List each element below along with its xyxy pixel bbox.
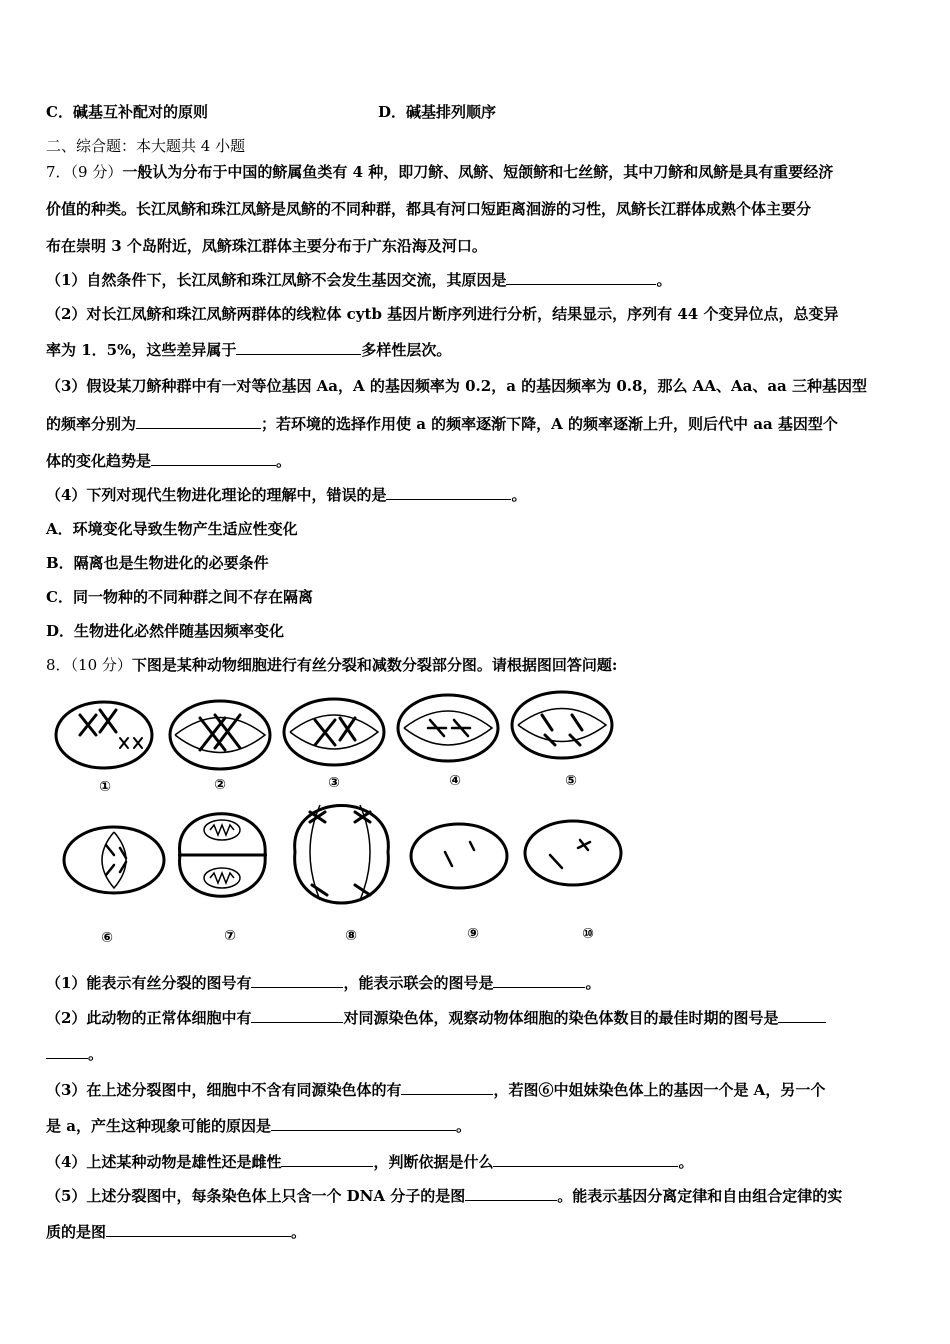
answer-blank[interactable] [493,1152,678,1167]
answer-blank[interactable] [778,1008,826,1023]
answer-blank[interactable] [401,1080,493,1095]
section-heading: 二、综合题：本大题共 4 小题 [46,137,246,155]
q7-part3-line3: 体的变化趋势是 。 [46,452,292,470]
cell-5 [512,692,612,758]
q7-part3-line1: （3）假设某刀鲚种群中有一对等位基因 Aa，A 的基因频率为 0.2，a 的基因频率为 0.8，那么 AA、Aa、aa 三种基因型 [46,377,867,395]
answer-blank[interactable] [465,1186,557,1201]
option-c: C．碱基互补配对的原则 [46,103,208,121]
cell-division-diagram [50,690,630,950]
answer-blank[interactable] [151,451,276,466]
q8-part4: （4）上述某种动物是雄性还是雌性 ，判断依据是什么 。 [46,1153,694,1171]
q8-part1: （1）能表示有丝分裂的图号有 ，能表示联会的图号是 。 [46,974,601,992]
q8-part2-line2: 。 [46,1044,103,1064]
figure-label-2: ② [214,777,226,793]
figure-label-1: ① [99,779,111,795]
q7-part3-line2: 的频率分别为 ；若环境的选择作用使 a 的频率逐渐下降，A 的频率逐渐上升，则后代中 aa 基因型个 [46,415,838,433]
cell-6 [64,827,164,893]
cell-2 [170,701,270,769]
figure-label-9: ⑨ [467,926,479,942]
answer-blank[interactable] [136,414,261,429]
q7-part2-line2: 率为 1．5%，这些差异属于 多样性层次。 [46,341,452,359]
figure-label-6: ⑥ [101,930,113,946]
cell-4 [398,695,498,761]
answer-blank[interactable] [386,485,511,500]
q7-option-a: A．环境变化导致生物产生适应性变化 [46,520,298,538]
q7-part2-line1: （2）对长江凤鲚和珠江凤鲚两群体的线粒体 cytb 基因片断序列进行分析，结果显示，序列有 44 个变异位点，总变异 [46,305,839,323]
answer-blank[interactable] [251,1008,343,1023]
cell-8 [295,806,389,904]
q8-part2-line1: （2）此动物的正常体细胞中有 对同源染色体，观察动物体细胞的染色体数目的最佳时期的图号是 [46,1008,826,1028]
answer-blank[interactable] [493,973,585,988]
figure-label-10: ⑩ [582,926,594,942]
figure-label-3: ③ [328,775,340,791]
figure-label-5: ⑤ [565,773,577,789]
q7-stem-line2: 价值的种类。长江凤鲚和珠江凤鲚是凤鲚的不同种群，都具有河口短距离洄游的习性，凤鲚长江群体成熟个体主要分 [46,200,812,218]
answer-blank[interactable] [251,973,343,988]
answer-blank[interactable] [271,1116,456,1131]
answer-blank[interactable] [46,1044,88,1059]
figure-label-7: ⑦ [224,928,236,944]
q7-part4: （4）下列对现代生物进化理论的理解中，错误的是 。 [46,486,527,504]
answer-blank[interactable] [281,1152,373,1167]
figure-label-8: ⑧ [345,928,357,944]
q7-option-b: B．隔离也是生物进化的必要条件 [46,554,269,572]
option-d: D．碱基排列顺序 [378,103,497,121]
q8-stem: 8．（10 分）下图是某种动物细胞进行有丝分裂和减数分裂部分图。请根据图回答问题: [46,656,618,674]
answer-blank[interactable] [236,340,361,355]
q8-part5-line1: （5）上述分裂图中，每条染色体上只含一个 DNA 分子的是图 。能表示基因分离定律和自由组合定律的实 [46,1187,843,1205]
q7-stem-line1: 7．（9 分）一般认为分布于中国的鲚属鱼类有 4 种，即刀鲚、凤鲚、短颌鲚和七丝鲚，其中刀鲚和凤鲚是具有重要经济 [46,163,834,181]
cell-9 [411,824,507,888]
q8-part5-line2: 质的是图 。 [46,1223,307,1241]
cell-1 [56,702,152,768]
q8-part3-line2: 是 a，产生这种现象可能的原因是 。 [46,1117,471,1135]
answer-blank[interactable] [106,1222,291,1237]
q8-part3-line1: （3）在上述分裂图中，细胞中不含有同源染色体的有 ，若图⑥中姐妹染色体上的基因一个是 A，另一个 [46,1081,826,1099]
cell-3 [284,699,384,765]
q7-stem-line3: 布在崇明 3 个岛附近，凤鲚珠江群体主要分布于广东沿海及河口。 [46,237,487,255]
q7-part1: （1）自然条件下，长江凤鲚和珠江凤鲚不会发生基因交流，其原因是 。 [46,271,672,289]
q7-option-c: C．同一物种的不同种群之间不存在隔离 [46,588,313,606]
cell-division-figure [50,690,630,950]
figure-label-4: ④ [449,773,461,789]
q7-option-d: D．生物进化必然伴随基因频率变化 [46,622,285,640]
cell-10 [525,821,621,885]
answer-blank[interactable] [506,270,656,285]
